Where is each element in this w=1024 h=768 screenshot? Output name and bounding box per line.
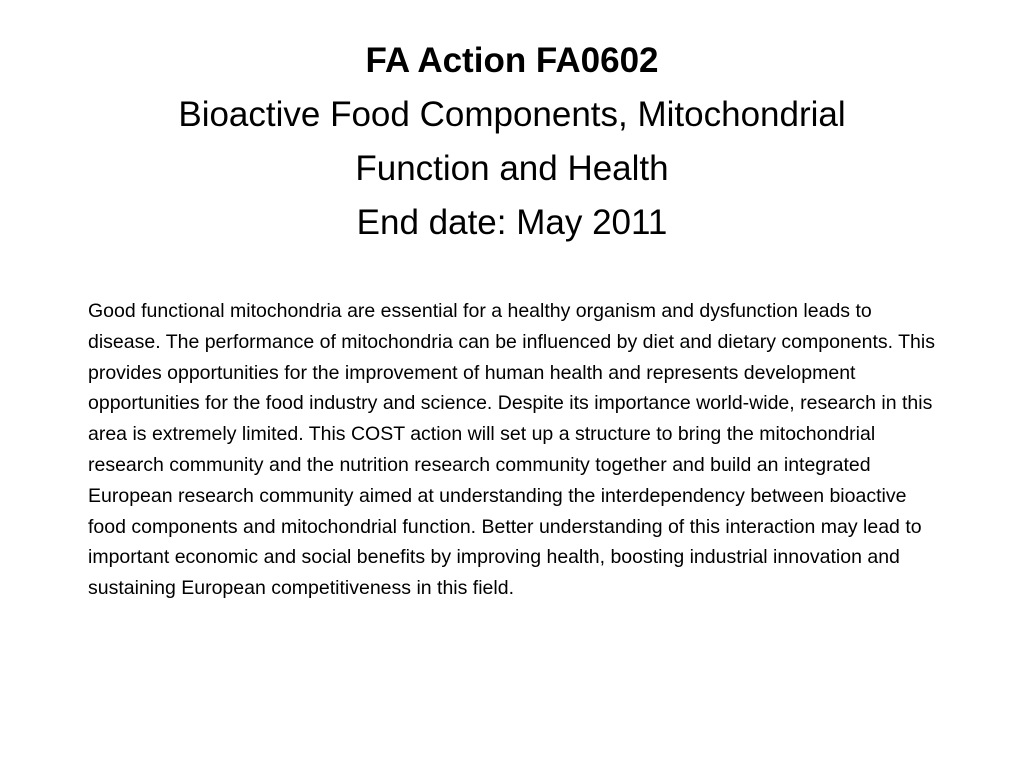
action-title-line-1: Bioactive Food Components, Mitochondrial (178, 95, 846, 134)
description-paragraph: Good functional mitochondria are essential for a healthy organism and dysfunction leads to disease. The performance of mitochondria can be influenced by diet and dietary components. This provides opportunities for the improvement of human health and represents development opportunities for the food industry and science. Despite its importance world-wide, research in this area is extremely limited. This COST action will set up a structure to bring the mitochondrial research community and the nutrition research community together and build an integrated European research community aimed at understanding the interdependency between bioactive food components and mitochondrial function. Better understanding of this interaction may lead to important economic and social benefits by improving health, boosting industrial innovation and sustaining European competitiveness in this field. (88, 300, 935, 600)
slide-title (62, 34, 962, 250)
action-code-heading: FA Action FA0602 (365, 41, 659, 80)
action-title-line-2: Function and Health (355, 149, 669, 188)
end-date: End date: May 2011 (356, 203, 668, 242)
